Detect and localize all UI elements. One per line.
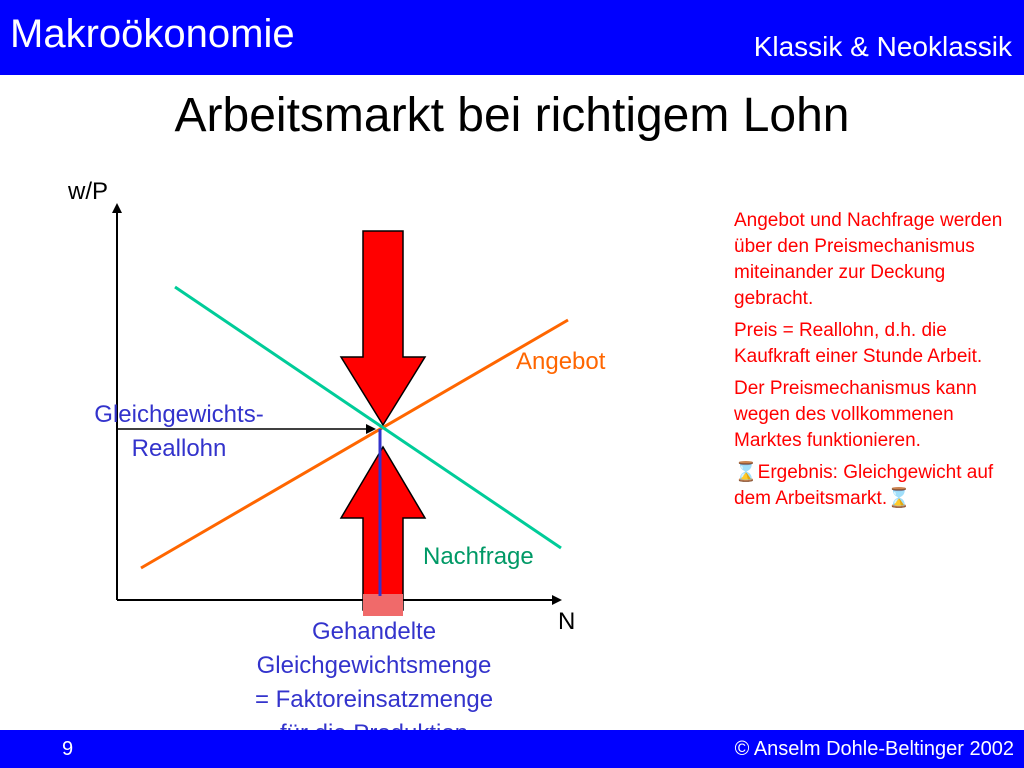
note-result (734, 460, 1014, 512)
equilibrium-quantity-line-3: = Faktoreinsatzmenge (254, 686, 494, 713)
note-paragraph: Der Preismechanismus kann wegen des vollkommenen Marktes funktionieren. (734, 378, 977, 451)
course-title: Makroökonomie (10, 12, 295, 56)
y-axis-label: w/P (68, 178, 109, 205)
hourglass-icon: ⌛ (887, 488, 911, 509)
note-result-text: Ergebnis: Gleichgewicht auf dem Arbeitsmarkt. (734, 462, 994, 509)
arrow-tail-shade (363, 594, 403, 616)
page-number: 9 (62, 738, 74, 760)
upward-pressure-arrow (341, 447, 425, 610)
note-paragraph: Preis = Reallohn, d.h. die Kaufkraft einer Stunde Arbeit. (734, 320, 983, 367)
x-axis-label: N (558, 608, 576, 635)
topic-title: Klassik & Neoklassik (753, 31, 1012, 62)
downward-pressure-arrow (341, 231, 425, 425)
demand-label: Nachfrage (423, 543, 534, 570)
equilibrium-wage-line-2: Reallohn (131, 435, 227, 462)
explanation-notes (734, 208, 1014, 518)
hourglass-icon: ⌛ (734, 462, 758, 483)
equilibrium-quantity-line-2: Gleichgewichtsmenge (256, 652, 492, 679)
equilibrium-wage-label (54, 398, 304, 466)
equilibrium-quantity-line-1: Gehandelte (311, 618, 437, 645)
copyright-text: © Anselm Dohle-Beltinger 2002 (734, 738, 1014, 760)
note-paragraph: Angebot und Nachfrage werden über den Preismechanismus miteinander zur Deckung gebracht. (734, 210, 1003, 309)
supply-label: Angebot (516, 348, 606, 375)
footer-bar (0, 730, 1024, 768)
slide-title: Arbeitsmarkt bei richtigem Lohn (174, 89, 850, 142)
equilibrium-wage-line-1: Gleichgewichts- (94, 401, 264, 428)
